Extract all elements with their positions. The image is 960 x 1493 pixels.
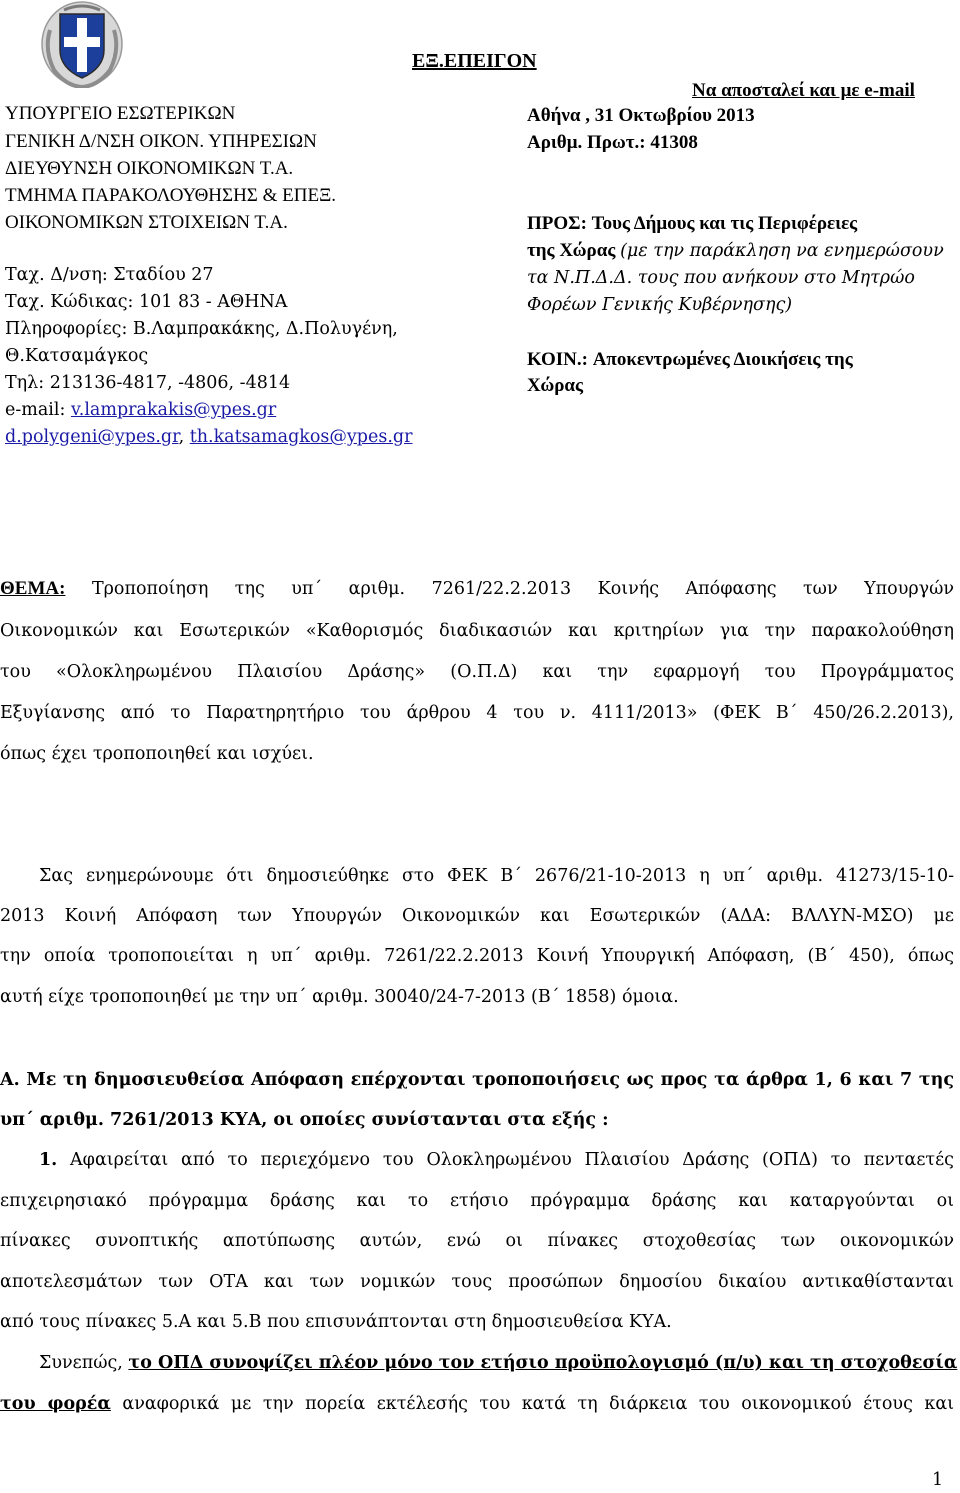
paragraph-2-line-2 (0, 1392, 954, 1416)
to-label: ΠΡΟΣ: (527, 213, 587, 234)
subject-line-3: του «Ολοκληρωμένου Πλαισίου Δράσης» (Ο.Π.Δ) και την εφαρμογή του Προγράμματος (0, 662, 954, 682)
item-1-line-5: από τους πίνακες 5.Α και 5.Β που επισυνάπτονται στη δημοσιευθείσα ΚΥΑ. (0, 1312, 672, 1332)
to-request: (με την παράκληση να ενημερώσουν (620, 241, 944, 261)
department-line-2: ΟΙΚΟΝΟΜΙΚΩΝ ΣΤΟΙΧΕΙΩΝ Τ.Α. (5, 212, 288, 233)
to-line-2 (527, 240, 944, 262)
contact-info-line-2: Θ.Κατσαμάγκος (5, 346, 149, 366)
protocol-number: Αριθμ. Πρωτ.: 41308 (527, 132, 698, 153)
paragraph-2-rest: αναφορικά με την πορεία εκτέλεσής του κατά τη διάρκεια του οικονομικού έτους και (110, 1394, 954, 1414)
paragraph-1-line-2: 2013 Κοινή Απόφαση των Υπουργών Οικονομικών και Εσωτερικών (ΑΔΑ: ΒΛΛΥΝ-ΜΣΟ) με (0, 906, 954, 926)
postal-code: Ταχ. Κώδικας: 101 83 - ΑΘΗΝΑ (5, 292, 288, 312)
section-a-line-1: Α. Με τη δημοσιευθείσα Απόφαση επέρχονται τροποποιήσεις ως προς τα άρθρα 1, 6 και 7 της (0, 1070, 954, 1090)
subject-line-2: Οικονομικών και Εσωτερικών «Καθορισμός διαδικασιών και κριτηρίων για την παρακολούθηση (0, 621, 954, 641)
paragraph-2-bold-2: του φορέα (0, 1394, 111, 1414)
email-separator: , (178, 427, 190, 447)
urgent-label: ΕΞ.ΕΠΕΙΓΟΝ (412, 50, 537, 72)
paragraph-1-line-4: αυτή είχε τροποποιηθεί με την υπ΄ αριθμ. 30040/24-7-2013 (Β΄ 1858) όμοια. (0, 987, 679, 1007)
department-line-1: ΤΜΗΜΑ ΠΑΡΑΚΟΛΟΥΘΗΣΗΣ & ΕΠΕΞ. (5, 185, 337, 206)
directorate: ΔΙΕΥΘΥΝΣΗ ΟΙΚΟΝΟΜΙΚΩΝ Τ.Α. (5, 158, 294, 179)
item-1-line-4: αποτελεσμάτων των ΟΤΑ και των νομικών τους προσώπων δημοσίου δικαίου αντικαθίστανται (0, 1272, 954, 1292)
email-row (5, 399, 276, 421)
cc-line-1 (527, 349, 853, 371)
subject-line-4: Εξυγίανσης από το Παρατηρητήριο του άρθρου 4 του ν. 4111/2013» (ΦΕΚ Β΄ 450/26.2.2013), (0, 703, 954, 723)
paragraph-1-line-3: την οποία τροποποιείται η υπ΄ αριθμ. 7261/22.2.2013 Κοινή Υπουργική Απόφαση, (Β΄ 450), όπως (0, 946, 954, 966)
subject-line-1 (0, 577, 954, 601)
greek-coat-of-arms-icon (40, 0, 124, 88)
to-country: της Χώρας (527, 240, 616, 261)
phone-numbers: Τηλ: 213136-4817, -4806, -4814 (5, 373, 291, 393)
paragraph-2-line-1 (39, 1351, 958, 1375)
section-a-line-2: υπ΄ αριθμ. 7261/2013 ΚΥΑ, οι οποίες συνίστανται στα εξής : (0, 1110, 609, 1130)
item-1-line-1 (39, 1148, 954, 1172)
item-1-line-2: επιχειρησιακό πρόγραμμα δράσης και το ετήσιο πρόγραμμα δράσης και καταργούνται οι (0, 1191, 954, 1211)
ministry-name: ΥΠΟΥΡΓΕΙΟ ΕΣΩΤΕΡΙΚΩΝ (5, 103, 236, 124)
to-line-1 (527, 213, 857, 235)
page-number: 1 (932, 1470, 944, 1490)
cc-text: Αποκεντρωμένες Διοικήσεις της (592, 349, 853, 370)
paragraph-2-prefix: Συνεπώς, (39, 1353, 129, 1373)
item-1-line-3: πίνακες συνοπτικής αποτύπωσης αυτών, ενώ οι πίνακες στοχοθεσίας των οικονομικών (0, 1231, 954, 1251)
postal-address: Ταχ. Δ/νση: Σταδίου 27 (5, 265, 214, 285)
to-line-3: τα Ν.Π.Δ.Δ. τους που ανήκουν στο Μητρώο (527, 268, 915, 288)
cc-line-2: Χώρας (527, 375, 584, 396)
item-1-text-1: Αφαιρείται από το περιεχόμενο του Ολοκληρωμένου Πλαισίου Δράσης (ΟΠΔ) το πενταετές (70, 1150, 954, 1170)
subject-text-1: Τροποποίηση της υπ΄ αριθμ. 7261/22.2.2013 Κοινής Απόφασης των Υπουργών (91, 579, 954, 599)
contact-info-line-1: Πληροφορίες: Β.Λαμπρακάκης, Δ.Πολυγένη, (5, 319, 398, 339)
cc-label: ΚΟΙΝ.: (527, 349, 588, 370)
email-note: Να αποσταλεί και με e-mail (692, 80, 915, 101)
email-link-1[interactable]: v.lamprakakis@ypes.gr (70, 400, 277, 420)
email-label: e-mail: (5, 400, 71, 420)
paragraph-2-bold-1: το ΟΠΔ συνοψίζει πλέον μόνο τον ετήσιο προϋπολογισμό (π/υ) και τη στοχοθεσία (128, 1353, 958, 1373)
to-text: Τους Δήμους και τις Περιφέρειες (591, 213, 858, 234)
email-link-3[interactable]: th.katsamagkos@ypes.gr (189, 427, 413, 447)
document-date: Αθήνα , 31 Οκτωβρίου 2013 (527, 105, 755, 126)
subject-label: ΘΕΜΑ: (0, 578, 66, 599)
email-link-2[interactable]: d.polygeni@ypes.gr (5, 427, 179, 447)
subject-line-5: όπως έχει τροποποιηθεί και ισχύει. (0, 744, 314, 764)
general-directorate: ΓΕΝΙΚΗ Δ/ΝΣΗ ΟΙΚΟΝ. ΥΠΗΡΕΣΙΩΝ (5, 131, 317, 152)
item-1-number: 1. (39, 1150, 58, 1170)
to-line-4: Φορέων Γενικής Κυβέρνησης) (527, 295, 793, 315)
email-row-2 (5, 426, 412, 448)
paragraph-1-line-1: Σας ενημερώνουμε ότι δημοσιεύθηκε στο ΦΕΚ Β΄ 2676/21-10-2013 η υπ΄ αριθμ. 41273/15-10- (39, 866, 954, 886)
